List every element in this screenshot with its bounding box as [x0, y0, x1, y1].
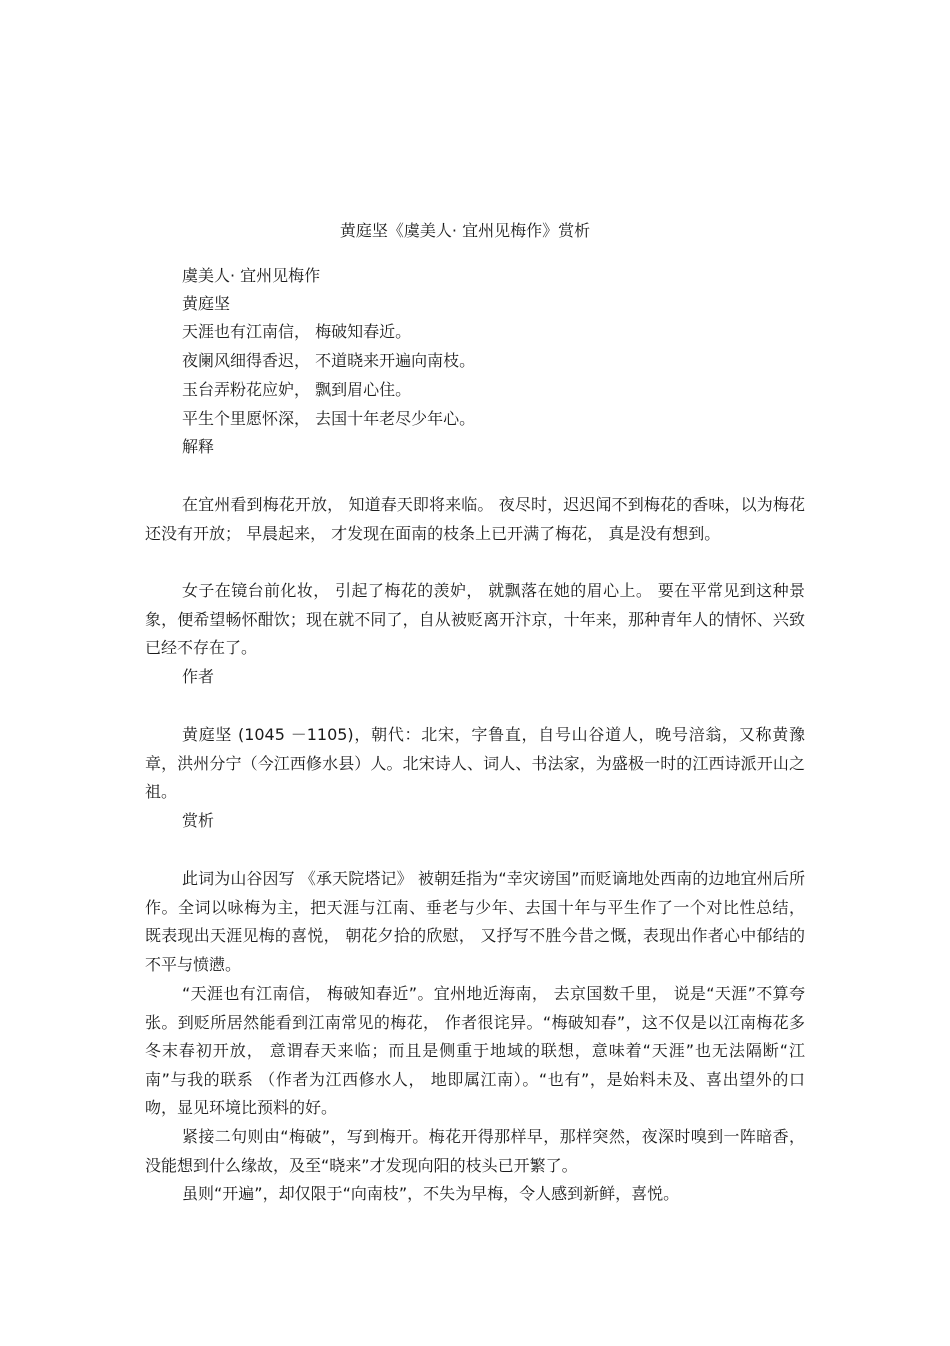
poem-line: 平生个里愿怀深， 去国十年老尽少年心。: [182, 409, 476, 428]
appreciation-paragraph: 此词为山谷因写 《承天院塔记》 被朝廷指为“幸灾谤国”而贬谪地处西南的边地宜州后所作。全词以咏梅为主，把天涯与江南、垂老与少年、去国十年与平生作了一个对比性总结， 既表现出天涯见梅的喜悦， 朝花夕拾的欣慰， 又抒写不胜今昔之慨，表现出作者心中郁结的不平与愤懑。: [145, 869, 805, 974]
appreciation-paragraph: 虽则“开遍”，却仅限于“向南枝”，不失为早梅，令人感到新鲜，喜悦。: [182, 1184, 680, 1203]
poem-author: 黄庭坚: [182, 294, 231, 313]
document-title: 黄庭坚《虞美人· 宜州见梅作》赏析: [339, 221, 591, 240]
poem-line: 玉台弄粉花应妒， 飘到眉心住。: [182, 380, 412, 399]
poem-line: 夜阑风细得香迟， 不道晓来开遍向南枝。: [182, 351, 476, 370]
appreciation-heading: 赏析: [182, 811, 215, 830]
poem-line: 天涯也有江南信， 梅破知春近。: [182, 322, 412, 341]
author-paragraph: 黄庭坚 (1045 －1105)，朝代：北宋，字鲁直，自号山谷道人，晚号涪翁，又称黄豫章，洪州分宁（今江西修水县）人。北宋诗人、词人、书法家，为盛极一时的江西诗派开山之祖。: [145, 725, 805, 801]
explanation-paragraph: 女子在镜台前化妆， 引起了梅花的羡妒， 就飘落在她的眉心上。 要在平常见到这种景象，便希望畅怀酣饮；现在就不同了，自从被贬离开汴京，十年来，那种青年人的情怀、兴致已经不存在了。: [145, 581, 805, 657]
explanation-heading: 解释: [182, 437, 215, 456]
poem-name: 虞美人· 宜州见梅作: [182, 266, 321, 285]
author-heading: 作者: [182, 667, 215, 686]
explanation-paragraph: 在宜州看到梅花开放， 知道春天即将来临。 夜尽时，迟迟闻不到梅花的香味，以为梅花还没有开放； 早晨起来， 才发现在面南的枝条上已开满了梅花， 真是没有想到。: [145, 495, 805, 543]
appreciation-paragraph: 紧接二句则由“梅破”，写到梅开。梅花开得那样早，那样突然，夜深时嗅到一阵暗香，没能想到什么缘故，及至“晓来”才发现向阳的枝头已开繁了。: [145, 1127, 805, 1175]
appreciation-paragraph: “天涯也有江南信， 梅破知春近”。宜州地近海南， 去京国数千里， 说是“天涯”不算夸张。到贬所居然能看到江南常见的梅花， 作者很诧异。“梅破知春”，这不仅是以江南梅花多冬末春初开放， 意谓春天来临；而且是侧重于地域的联想，意味着“天涯”也无法隔断“江南”与我的联系 （作者为江西修水人， 地即属江南）。“也有”，是始料未及、喜出望外的口吻，显见环境比预料的好。: [145, 984, 805, 1117]
